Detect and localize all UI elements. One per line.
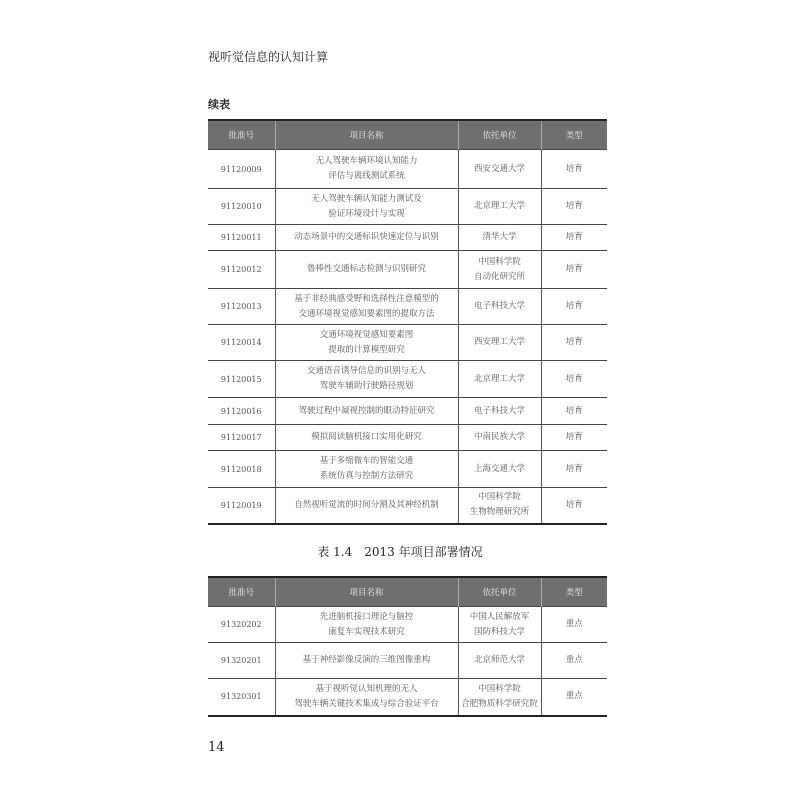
cell-name: [275, 289, 458, 325]
col-header-unit: 依托单位: [458, 577, 541, 607]
cell-id: 91120010: [208, 189, 275, 225]
cell-unit-line: 中国科学院: [478, 492, 521, 503]
table-row: [208, 607, 607, 643]
cell-unit: [458, 325, 541, 361]
running-header: 视听觉信息的认知计算: [208, 50, 329, 64]
cell-unit: [458, 225, 541, 251]
projects-table-continued: [208, 119, 607, 525]
cell-name-line: 康复车实现技术研究: [328, 626, 405, 637]
cell-unit-line: 电子科技大学: [473, 301, 525, 311]
cell-name: [275, 451, 458, 488]
cell-name-line: 验证环境设计与实现: [328, 208, 405, 219]
cell-name-line: 基于视听觉认知机理的无人: [315, 683, 418, 694]
cell-name-line: 驾驶过程中凝视控制的眼动特征研究: [298, 405, 435, 416]
cell-unit: [458, 607, 541, 643]
cell-name: [275, 251, 458, 289]
cell-unit: [458, 150, 541, 189]
table-row: [208, 289, 607, 325]
table-row: [208, 361, 607, 398]
cell-type: 培育: [541, 189, 607, 225]
cell-name-line: 提取的计算模型研究: [328, 344, 405, 355]
cell-unit: [458, 679, 541, 716]
cell-name: [275, 361, 458, 398]
cell-type: 重点: [541, 643, 607, 679]
cell-unit-line: 清华大学: [482, 232, 517, 242]
cell-name-line: 驾驶车辅助行驶路径规划: [319, 381, 414, 391]
cell-type: 培育: [541, 325, 607, 361]
cell-unit-line: 自动化研究所: [473, 271, 525, 282]
cell-unit-line: 中国科学院: [478, 683, 521, 694]
cell-unit: [458, 289, 541, 325]
cell-type: 培育: [541, 488, 607, 524]
cell-name: [275, 189, 458, 225]
cell-name-line: 系统仿真与控制方法研究: [319, 471, 414, 481]
col-header-id: 批准号: [208, 577, 275, 607]
cell-unit-line: 中国人民解放军: [469, 611, 530, 622]
cell-unit-line: 生物物理研究所: [469, 507, 530, 518]
cell-name-line: 模拟阅读脑机接口实用化研究: [311, 432, 422, 442]
cell-name-line: 基于多缩微车的智能交通: [319, 456, 414, 466]
table-row: [208, 398, 607, 425]
cell-name-line: 基于神经影像反演的三维图像重构: [302, 655, 431, 665]
cell-id: 91120018: [208, 451, 275, 488]
cell-name: [275, 325, 458, 361]
cell-name-line: 无人驾驶车辆认知能力测试及: [311, 193, 422, 204]
projects-table-2013: [208, 576, 607, 717]
cell-name: [275, 225, 458, 251]
table-row: [208, 225, 607, 251]
cell-name-line: 驾驶车辆关键技术集成与综合验证平台: [294, 698, 439, 709]
cell-id: 91120011: [208, 225, 275, 251]
cell-unit-line: 电子科技大学: [473, 405, 525, 416]
table-row: [208, 189, 607, 225]
cell-type: 重点: [541, 607, 607, 643]
cell-name: [275, 679, 458, 716]
cell-id: 91120014: [208, 325, 275, 361]
cell-type: 培育: [541, 150, 607, 189]
cell-unit-line: 西安理工大学: [473, 337, 525, 347]
cell-name-line: 基于非经典感受野和选择性注意模型的: [294, 293, 439, 304]
cell-type: 培育: [541, 225, 607, 251]
cell-type: 重点: [541, 679, 607, 716]
cell-unit: [458, 251, 541, 289]
cell-id: 91320301: [208, 679, 275, 716]
continued-label: 续表: [208, 98, 230, 111]
cell-name-line: 交通环境视觉感知要素图: [319, 329, 414, 340]
table-row: [208, 451, 607, 488]
col-header-type: 类型: [541, 577, 607, 607]
cell-unit-line: 西安交通大学: [473, 163, 525, 174]
col-header-id: 批准号: [208, 120, 275, 150]
page-number: 14: [208, 740, 225, 755]
col-header-unit: 依托单位: [458, 120, 541, 150]
cell-unit: [458, 398, 541, 425]
cell-name-line: 先进脑机接口理论与脑控: [319, 611, 414, 622]
cell-unit-line: 合肥物质科学研究院: [461, 698, 538, 709]
cell-name-line: 交通语音诱导信息的识别与无人: [306, 366, 426, 376]
cell-id: 91120009: [208, 150, 275, 189]
cell-unit-line: 中南民族大学: [473, 432, 525, 442]
table-row: [208, 643, 607, 679]
cell-name-line: 自然视听觉流的时间分割及其神经机制: [294, 499, 439, 510]
cell-type: 培育: [541, 289, 607, 325]
cell-id: 91120019: [208, 488, 275, 524]
cell-type: 培育: [541, 425, 607, 451]
cell-unit: [458, 488, 541, 524]
col-header-name: 项目名称: [275, 120, 458, 150]
table-row: [208, 325, 607, 361]
col-header-name: 项目名称: [275, 577, 458, 607]
cell-unit-line: 北京理工大学: [473, 373, 525, 384]
cell-name: [275, 150, 458, 189]
cell-name-line: 无人驾驶车辆环境认知能力: [315, 156, 418, 166]
cell-name-line: 鲁棒性交通标志检测与识别研究: [306, 264, 426, 274]
cell-id: 91320201: [208, 643, 275, 679]
cell-unit: [458, 425, 541, 451]
cell-type: 培育: [541, 398, 607, 425]
cell-type: 培育: [541, 361, 607, 398]
table-row: [208, 488, 607, 524]
cell-name-line: 动态场景中的交通标识快速定位与识别: [294, 232, 439, 242]
cell-unit: [458, 361, 541, 398]
cell-name: [275, 643, 458, 679]
cell-type: 培育: [541, 451, 607, 488]
cell-unit: [458, 643, 541, 679]
cell-unit-line: 上海交通大学: [473, 463, 525, 474]
cell-unit: [458, 451, 541, 488]
cell-unit: [458, 189, 541, 225]
cell-name: [275, 398, 458, 425]
cell-id: 91120013: [208, 289, 275, 325]
cell-name-line: 交通环境视觉感知要素图的提取方法: [298, 308, 435, 319]
cell-name-line: 评估与离线测试系统: [328, 171, 405, 181]
cell-type: 培育: [541, 251, 607, 289]
cell-name: [275, 425, 458, 451]
cell-id: 91120012: [208, 251, 275, 289]
cell-unit-line: 北京师范大学: [473, 655, 525, 665]
col-header-type: 类型: [541, 120, 607, 150]
table-row: [208, 251, 607, 289]
cell-id: 91120015: [208, 361, 275, 398]
table-caption: 表 1.4 2013 年项目部署情况: [317, 545, 483, 559]
table-row: [208, 679, 607, 716]
table-row: [208, 425, 607, 451]
cell-unit-line: 北京理工大学: [473, 201, 525, 211]
cell-id: 91320202: [208, 607, 275, 643]
cell-name: [275, 607, 458, 643]
cell-unit-line: 中国科学院: [478, 256, 521, 267]
table-row: [208, 150, 607, 189]
cell-id: 91120016: [208, 398, 275, 425]
cell-id: 91120017: [208, 425, 275, 451]
cell-unit-line: 国防科技大学: [473, 626, 525, 637]
cell-name: [275, 488, 458, 524]
